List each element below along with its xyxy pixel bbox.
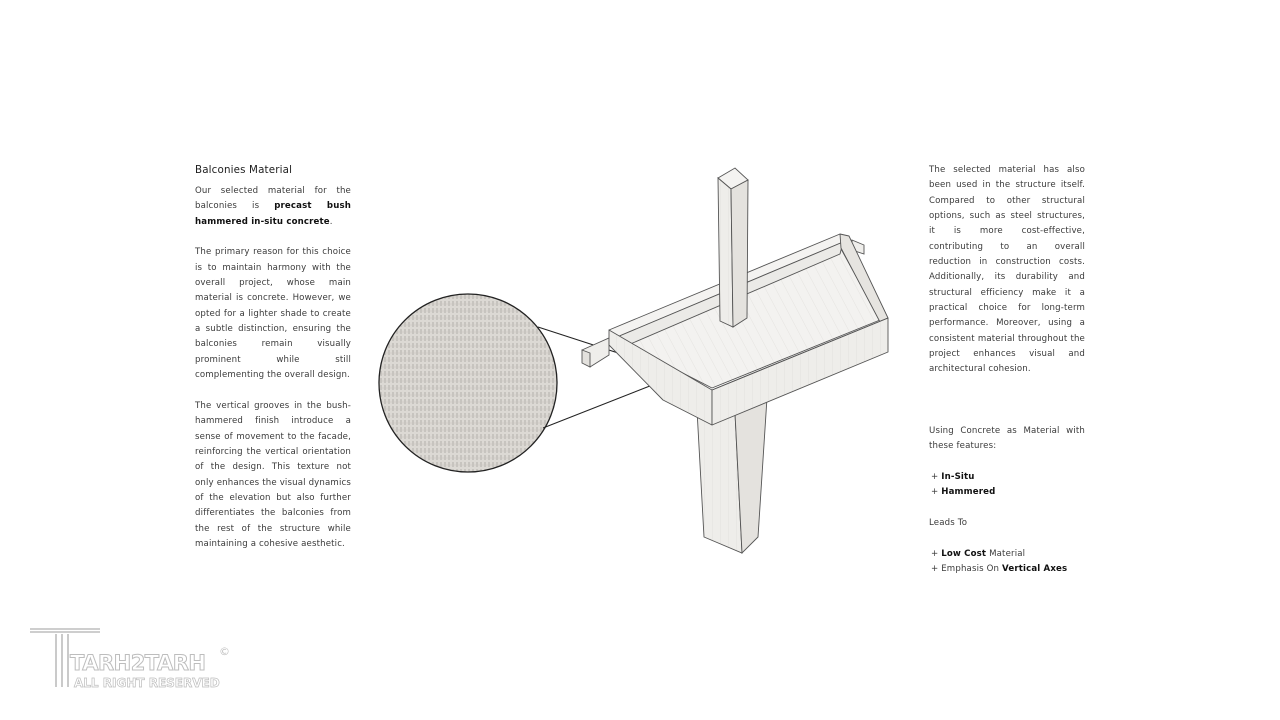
result-suffix: Material <box>986 548 1026 559</box>
copyright-icon: © <box>219 645 230 658</box>
feature-prefix: + <box>931 487 942 498</box>
spacer <box>929 501 1085 516</box>
result-prefix: + Emphasis On <box>931 563 1003 574</box>
feature-label: In-Situ <box>941 471 975 482</box>
logo-rights-text: ALL RIGHT RESERVED <box>74 676 220 690</box>
texture-magnifier <box>379 294 663 472</box>
structure-paragraph: The selected material has also been used in the structure itself. Compared to other structural options, such as steel structures, it is more cost-effective, contributing to an overall reduction in construction costs. Additionally, its durability and structural efficiency make it a practical choice for long-term performance. Moreover, using a consistent material throughout the project enhances visual and architectural cohesion. <box>929 165 1085 375</box>
result-prefix: + <box>931 548 942 559</box>
right-text-column <box>929 163 1085 577</box>
feature-label: Hammered <box>941 487 996 498</box>
result-label: Vertical Axes <box>1002 563 1068 574</box>
logo-brand-text: TARH2TARH <box>70 651 206 675</box>
spacer <box>929 455 1085 470</box>
result-item <box>929 562 1085 577</box>
tarh2tarh-logo <box>28 625 238 695</box>
spacer <box>929 531 1085 546</box>
spacer <box>929 378 1085 424</box>
upper-column <box>718 168 748 327</box>
balcony-isometric-diagram <box>370 160 910 570</box>
feature-item <box>929 470 1085 485</box>
left-text-column <box>195 163 351 568</box>
leads-to-label: Leads To <box>929 517 968 528</box>
grooves-paragraph: The vertical grooves in the bush-hammered finish introduce a sense of movement to the facade, reinforcing the vertical orientation of the design. This texture not only enhances the visual dynamics of the elevation but also further differentiates the balconies from the rest of the structure while maintaining a cohesive aesthetic. <box>195 400 351 549</box>
intro-end: . <box>329 216 333 227</box>
reason-paragraph: The primary reason for this choice is to maintain harmony with the overall project, whose main material is concrete. However, we opted for a lighter shade to create a subtle distinction, ensuring the balconies remain visually prominent while still complementing the overall design. <box>195 247 351 381</box>
result-item <box>929 547 1085 562</box>
intro-text: Our selected material for the balconies is <box>195 186 351 212</box>
features-intro: Using Concrete as Material with these features: <box>929 425 1085 452</box>
result-label: Low Cost <box>941 548 987 559</box>
intro-bold-material: precast bush hammered in-situ concrete <box>195 201 351 227</box>
feature-prefix: + <box>931 471 942 482</box>
balcony-slab <box>609 234 888 425</box>
feature-item <box>929 485 1085 500</box>
intro-paragraph <box>195 184 351 230</box>
section-heading: Balconies Material <box>195 164 293 176</box>
